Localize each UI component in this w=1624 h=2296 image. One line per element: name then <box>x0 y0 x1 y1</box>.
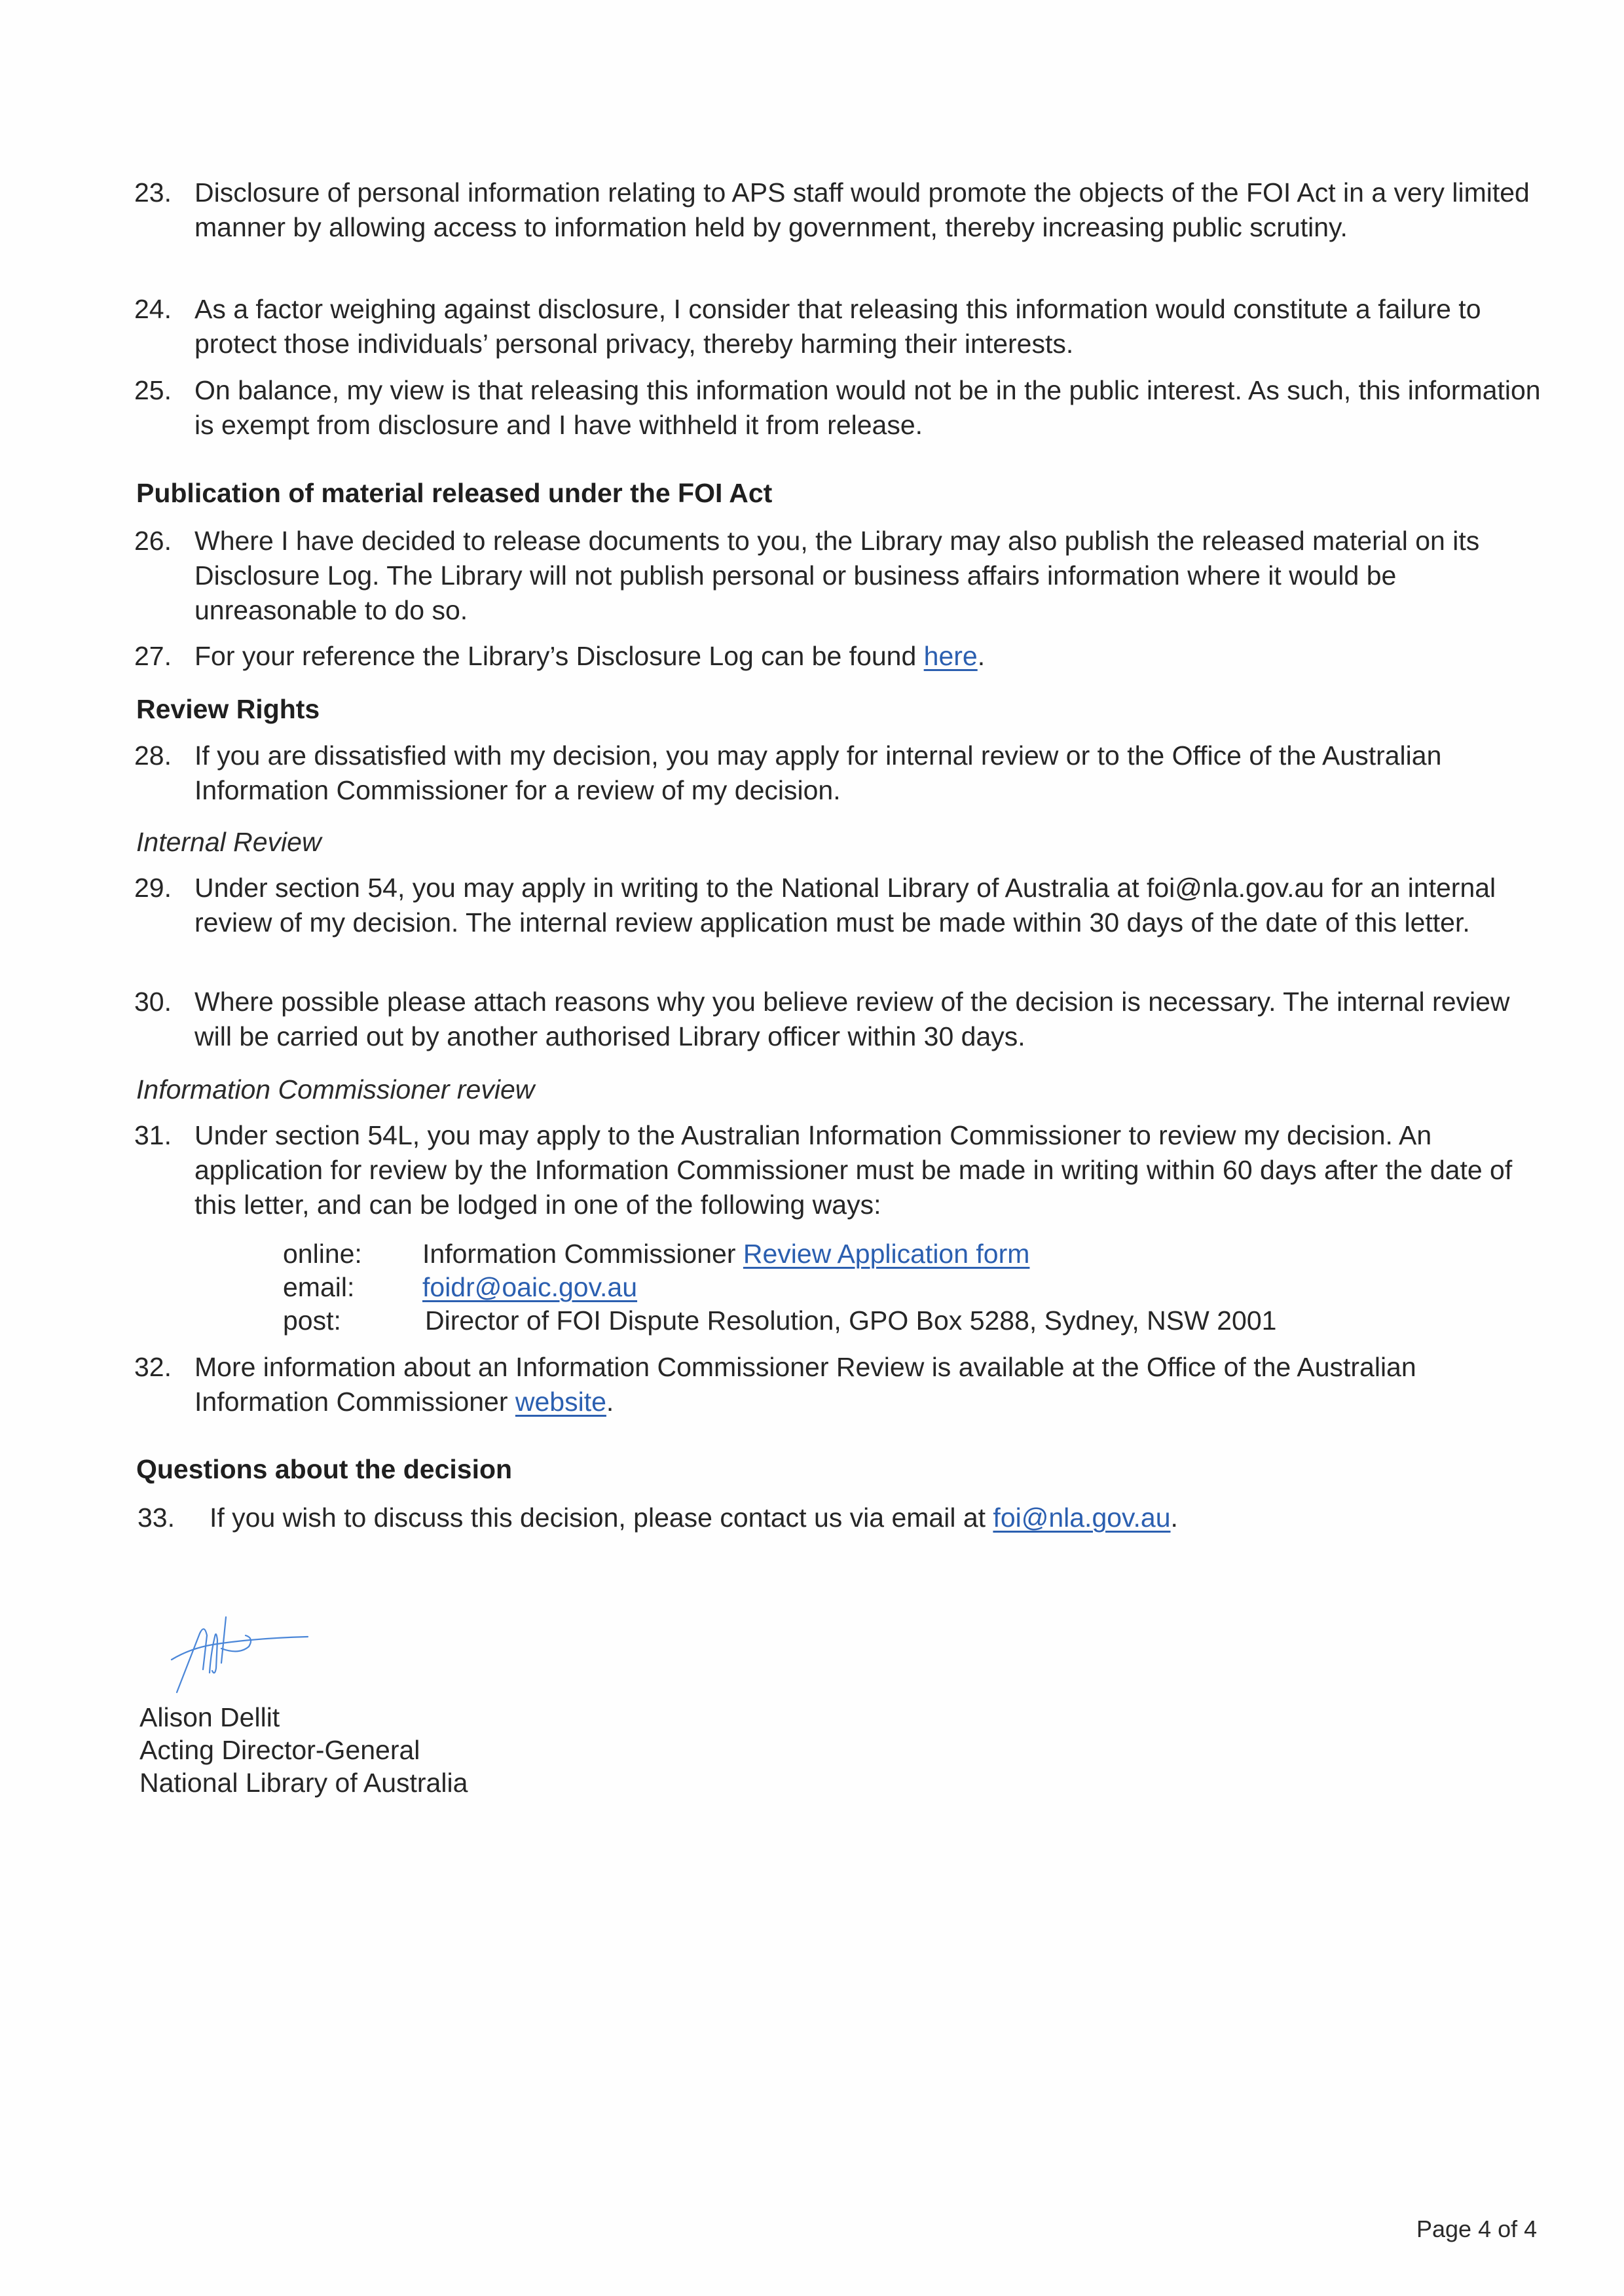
paragraph-number: 28. <box>134 740 172 771</box>
paragraph-number: 33. <box>138 1503 175 1533</box>
section-heading-questions: Questions about the decision <box>136 1454 513 1484</box>
text-segment: . <box>606 1387 614 1417</box>
paragraph-number: 23. <box>134 177 172 208</box>
paragraph-text: Under section 54, you may apply in writing to the National Library of Australia at foi@nla.gov.au for an internal review of my decision. The internal review application must be made within 30 days of the date of this letter. <box>194 873 1496 938</box>
way-value <box>422 1271 637 1304</box>
paragraph-text <box>194 1350 1542 1419</box>
paragraph-text: On balance, my view is that releasing this information would not be in the public interest. As such, this information is exempt from disclosure and I have withheld it from release. <box>194 375 1541 440</box>
way-label: online: <box>283 1239 362 1269</box>
text-segment: For your reference the Library’s Disclosure Log can be found <box>194 641 924 671</box>
way-label: email: <box>283 1272 355 1302</box>
oaic-website-link[interactable]: website <box>515 1387 606 1417</box>
signatory-title: Acting Director-General <box>139 1735 420 1765</box>
paragraph-24 <box>134 292 1542 361</box>
paragraph-33 <box>138 1501 1545 1535</box>
oaic-email-link[interactable]: foidr@oaic.gov.au <box>422 1272 638 1302</box>
page-number: Page 4 of 4 <box>1416 2215 1538 2242</box>
paragraph-number: 32. <box>134 1352 172 1382</box>
paragraph-27 <box>134 639 1542 674</box>
signatory-name: Alison Dellit <box>139 1702 280 1732</box>
subheading-commissioner-review: Information Commissioner review <box>136 1074 535 1104</box>
paragraph-text: Where possible please attach reasons why you believe review of the decision is necessary. The internal review will be carried out by another authorised Library officer within 30 days. <box>194 987 1510 1051</box>
paragraph-28 <box>134 738 1542 808</box>
handwritten-signature <box>164 1597 334 1702</box>
paragraph-text: Where I have decided to release documents to you, the Library may also publish the released material on its Disclosure Log. The Library will not publish personal or business affairs information where it would be unreasonable to do so. <box>194 526 1480 625</box>
way-value: Director of FOI Dispute Resolution, GPO Box 5288, Sydney, NSW 2001 <box>425 1305 1277 1336</box>
paragraph-text <box>194 639 1542 674</box>
text-segment: . <box>1170 1503 1178 1533</box>
paragraph-number: 26. <box>134 526 172 556</box>
text-segment: If you wish to discuss this decision, please contact us via email at <box>210 1503 993 1533</box>
text-segment: . <box>977 641 986 671</box>
signatory-organisation: National Library of Australia <box>139 1768 468 1798</box>
signature-stroke <box>172 1637 308 1660</box>
signature-stroke <box>210 1634 217 1673</box>
paragraph-text: Disclosure of personal information relating to APS staff would promote the objects of the FOI Act in a very limited manner by allowing access to information held by government, thereby increasing public scrutiny. <box>194 177 1530 242</box>
paragraph-number: 27. <box>134 641 172 671</box>
review-application-form-link[interactable]: Review Application form <box>743 1239 1030 1269</box>
paragraph-text: Under section 54L, you may apply to the Australian Information Commissioner to review my decision. An application for review by the Information Commissioner must be made in writing within 60 days after the date of this letter, and can be lodged in one of the following ways: <box>194 1120 1513 1220</box>
section-heading-publication: Publication of material released under the FOI Act <box>136 478 773 508</box>
section-heading-review-rights: Review Rights <box>136 694 320 724</box>
paragraph-number: 29. <box>134 873 172 903</box>
paragraph-number: 30. <box>134 987 172 1017</box>
paragraph-text <box>210 1501 1545 1535</box>
paragraph-26 <box>134 524 1542 628</box>
text-segment: More information about an Information Commissioner Review is available at the Office of the Australian Information Commissioner <box>194 1352 1416 1417</box>
paragraph-number: 31. <box>134 1120 172 1150</box>
signature-stroke <box>221 1617 226 1663</box>
paragraph-text: As a factor weighing against disclosure, I consider that releasing this information would constitute a failure to protect those individuals’ personal privacy, thereby harming their interests. <box>194 294 1481 359</box>
paragraph-30 <box>134 985 1542 1054</box>
paragraph-25 <box>134 373 1542 443</box>
paragraph-text: If you are dissatisfied with my decision, you may apply for internal review or to the Office of the Australian Information Commissioner for a review of my decision. <box>194 740 1442 805</box>
nla-foi-email-link[interactable]: foi@nla.gov.au <box>993 1503 1171 1533</box>
paragraph-number: 24. <box>134 294 172 324</box>
paragraph-number: 25. <box>134 375 172 405</box>
paragraph-29 <box>134 871 1542 940</box>
disclosure-log-link[interactable]: here <box>923 641 978 671</box>
way-value <box>422 1237 1029 1271</box>
paragraph-32 <box>134 1350 1542 1419</box>
way-label: post: <box>283 1305 341 1336</box>
paragraph-31 <box>134 1118 1542 1222</box>
paragraph-23 <box>134 175 1542 245</box>
signature-stroke <box>177 1629 207 1692</box>
subheading-internal-review: Internal Review <box>136 827 322 857</box>
signature-block <box>139 1701 468 1799</box>
text-segment: Information Commissioner <box>422 1239 743 1269</box>
